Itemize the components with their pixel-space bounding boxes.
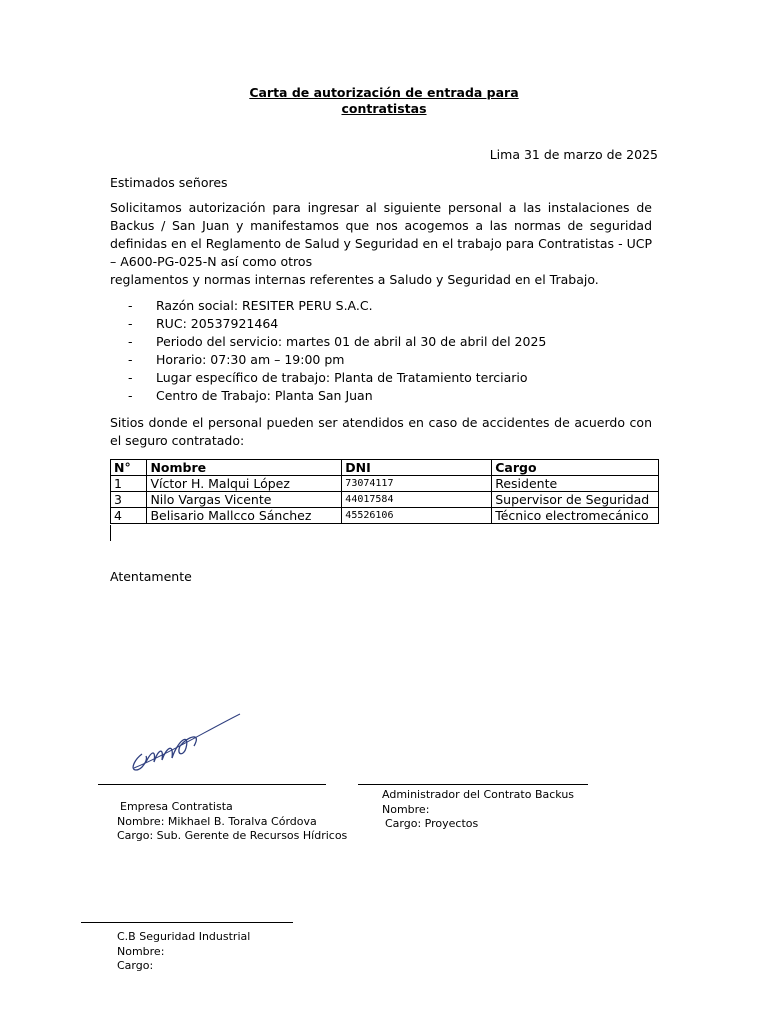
cell-name: Víctor H. Malqui López (147, 476, 342, 492)
security-title: C.B Seguridad Industrial (117, 930, 251, 943)
list-item: - Horario: 07:30 am – 19:00 pm (128, 352, 345, 367)
letter-date: Lima 31 de marzo de 2025 (489, 147, 658, 162)
cell-number: 4 (111, 508, 147, 524)
cell-name: Belisario Mallcco Sánchez (147, 508, 342, 524)
backus-title: Administrador del Contrato Backus (382, 788, 575, 801)
table-header-row (111, 460, 659, 476)
bullet-marker: - (128, 388, 133, 403)
request-paragraph-continued: reglamentos y normas internas referentes a Saludo y Seguridad en el Trabajo. (110, 272, 599, 287)
backus-role: Cargo: Proyectos (385, 817, 479, 830)
medical-sites-paragraph: Sitios donde el personal pueden ser atendidos en caso de accidentes de acuerdo con el seguro contratado: (110, 415, 652, 448)
title-line-2: contratistas (341, 101, 427, 116)
letter-title (234, 85, 534, 117)
header-name: Nombre (147, 460, 342, 476)
header-role: Cargo (492, 460, 659, 476)
backus-signature-line (358, 784, 588, 785)
list-item: - Razón social: RESITER PERU S.A.C. (128, 298, 373, 313)
bullet-marker: - (128, 370, 133, 385)
contractor-signature-line (98, 784, 326, 785)
cell-role: Técnico electromecánico (492, 508, 659, 524)
contractor-name: Nombre: Mikhael B. Toralva Córdova (117, 814, 317, 828)
security-signature-block (117, 930, 250, 974)
service-details-list (128, 297, 546, 405)
security-name: Nombre: (117, 944, 165, 958)
header-number: N° (111, 460, 147, 476)
contractor-signature-block (117, 800, 347, 844)
table-row (111, 476, 659, 492)
list-item: - Lugar específico de trabajo: Planta de Tratamiento terciario (128, 370, 528, 385)
backus-signature-block (382, 788, 574, 832)
contractor-company: Empresa Contratista (120, 800, 233, 813)
security-role: Cargo: (117, 959, 154, 972)
contractor-role: Cargo: Sub. Gerente de Recursos Hídricos (117, 829, 348, 842)
backus-name: Nombre: (382, 802, 430, 816)
list-item: - RUC: 20537921464 (128, 316, 279, 331)
table-row (111, 508, 659, 524)
table-row (111, 492, 659, 508)
bullet-marker: - (128, 316, 133, 331)
cell-dni: 45526106 (342, 508, 492, 524)
bullet-marker: - (128, 298, 133, 313)
security-signature-line (81, 922, 293, 923)
staff-table (110, 459, 659, 524)
handwritten-signature (128, 710, 248, 780)
request-paragraph: Solicitamos autorización para ingresar al siguiente personal a las instalaciones de Backus / San Juan y manifestamos que nos acogemos a las normas de seguridad definidas en el Reglamento de Salud y Seguridad en el trabajo para Contratistas - UCP – A600-PG-025-N así como otros (110, 200, 652, 269)
bullet-marker: - (128, 352, 133, 367)
header-dni: DNI (342, 460, 492, 476)
cell-name: Nilo Vargas Vicente (147, 492, 342, 508)
list-item: - Centro de Trabajo: Planta San Juan (128, 388, 373, 403)
cell-role: Residente (492, 476, 659, 492)
closing: Atentamente (110, 569, 192, 584)
list-item: - Periodo del servicio: martes 01 de abril al 30 de abril del 2025 (128, 334, 547, 349)
greeting: Estimados señores (110, 175, 228, 190)
bullet-marker: - (128, 334, 133, 349)
cell-dni: 44017584 (342, 492, 492, 508)
cell-number: 3 (111, 492, 147, 508)
cell-dni: 73074117 (342, 476, 492, 492)
cell-role: Supervisor de Seguridad (492, 492, 659, 508)
cell-number: 1 (111, 476, 147, 492)
title-line-1: Carta de autorización de entrada para (249, 85, 519, 100)
table-border-stub (110, 525, 111, 541)
